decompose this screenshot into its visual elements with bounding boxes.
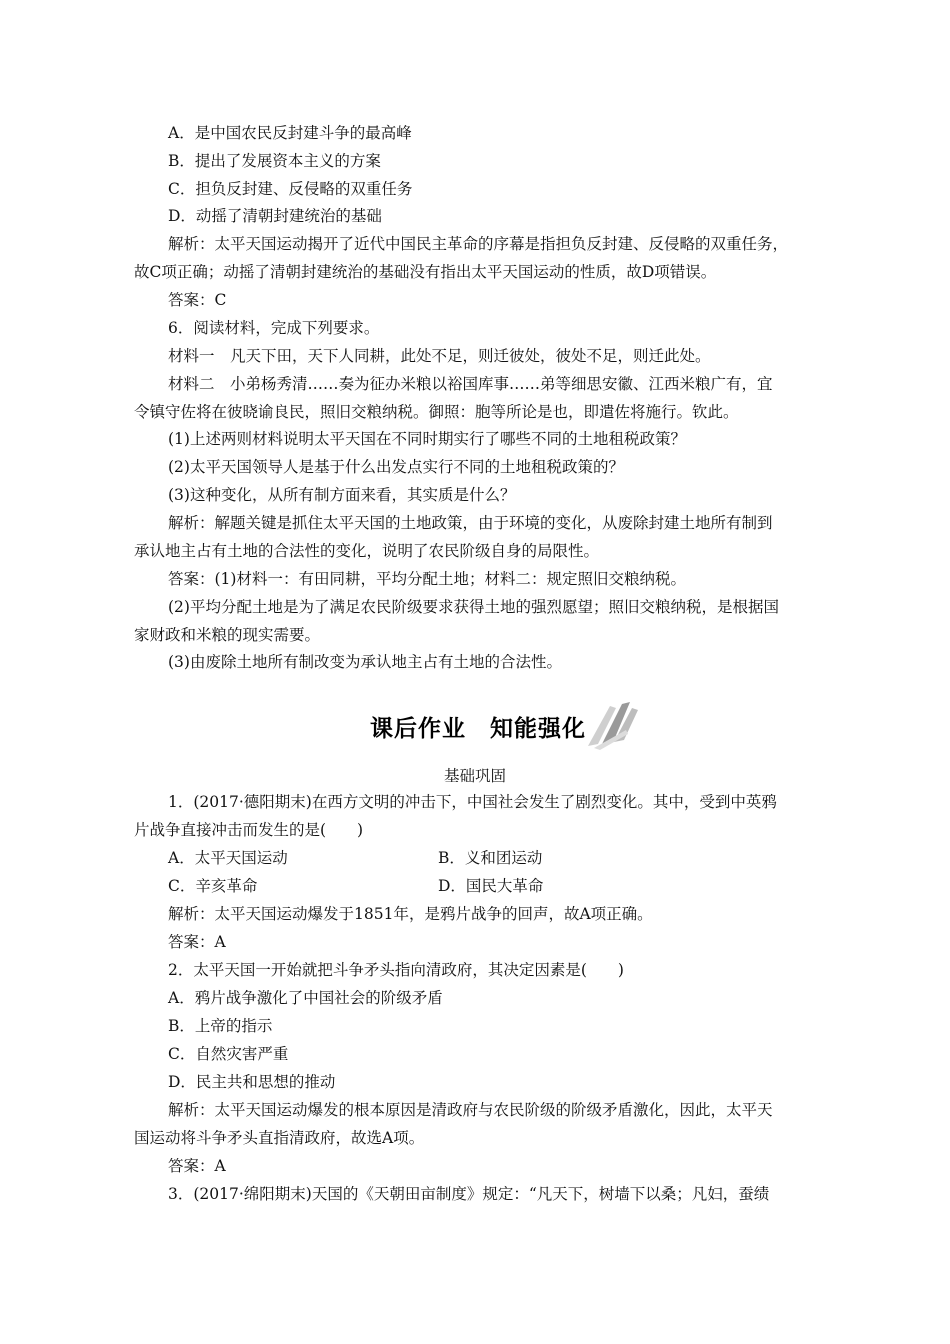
q1-analysis: 解析：太平天国运动爆发于1851年，是鸦片战争的回声，故A项正确。 — [168, 905, 653, 923]
q5-analysis-line2: 故C项正确；动摇了清朝封建统治的基础没有指出太平天国运动的性质，故D项错误。 — [134, 263, 717, 281]
q5-answer: 答案：C — [168, 291, 227, 309]
q2-option-d: D．民主共和思想的推动 — [168, 1073, 336, 1091]
q2-option-a: A．鸦片战争激化了中国社会的阶级矛盾 — [168, 989, 443, 1007]
q2-analysis-line1: 解析：太平天国运动爆发的根本原因是清政府与农民阶级的阶级矛盾激化，因此，太平天 — [168, 1101, 773, 1119]
q6-answer-2-line1: (2)平均分配土地是为了满足农民阶级要求获得土地的强烈愿望；照旧交粮纳税，是根据国 — [168, 598, 779, 616]
q2-stem: 2．太平天国一开始就把斗争矛头指向清政府，其决定因素是( ) — [168, 961, 624, 979]
q1-option-d: D．国民大革命 — [438, 877, 544, 895]
q6-answer-1: 答案：(1)材料一：有田同耕，平均分配土地；材料二：规定照旧交粮纳税。 — [168, 570, 686, 588]
q2-analysis-line2: 国运动将斗争矛头直指清政府，故选A项。 — [134, 1129, 425, 1147]
q5-option-d: D．动摇了清朝封建统治的基础 — [168, 207, 382, 225]
q6-analysis-line1: 解析：解题关键是抓住太平天国的土地政策，由于环境的变化，从废除封建土地所有制到 — [168, 514, 773, 532]
q6-analysis-line2: 承认地主占有土地的合法性的变化，说明了农民阶级自身的局限性。 — [134, 542, 600, 560]
brush-stroke-icon — [580, 700, 640, 750]
q1-stem-line2: 片战争直接冲击而发生的是( ) — [134, 821, 364, 839]
q6-answer-2-line2: 家财政和米粮的现实需要。 — [134, 626, 321, 644]
q2-option-c: C．自然灾害严重 — [168, 1045, 289, 1063]
q3-stem: 3．(2017·绵阳期末)天国的《天朝田亩制度》规定：“凡天下，树墙下以桑；凡妇，蚕绩 — [168, 1185, 770, 1203]
q1-answer: 答案：A — [168, 933, 226, 951]
section-subtitle: 基础巩固 — [443, 767, 506, 785]
section-banner-title: 课后作业 知能强化 — [370, 716, 586, 742]
q1-option-a: A．太平天国运动 — [168, 849, 288, 867]
q6-requirement-1: (1)上述两则材料说明太平天国在不同时期实行了哪些不同的土地租税政策？ — [168, 430, 686, 448]
q5-option-a: A．是中国农民反封建斗争的最高峰 — [168, 124, 412, 142]
q6-requirement-2: (2)太平天国领导人是基于什么出发点实行不同的土地租税政策的？ — [168, 458, 624, 476]
q6-stem: 6．阅读材料，完成下列要求。 — [168, 319, 380, 337]
q2-option-b: B．上帝的指示 — [168, 1017, 273, 1035]
q2-answer: 答案：A — [168, 1157, 226, 1175]
q5-option-c: C．担负反封建、反侵略的双重任务 — [168, 180, 413, 198]
q6-material-1: 材料一 凡天下田，天下人同耕，此处不足，则迁彼处，彼处不足，则迁此处。 — [168, 347, 711, 365]
q6-material-2-line1: 材料二 小弟杨秀清……奏为征办米粮以裕国库事……弟等细思安徽、江西米粮广有，宜 — [168, 375, 773, 393]
q6-requirement-3: (3)这种变化，从所有制方面来看，其实质是什么？ — [168, 486, 516, 504]
q5-option-b: B．提出了发展资本主义的方案 — [168, 152, 381, 170]
q5-analysis-line1: 解析：太平天国运动揭开了近代中国民主革命的序幕是指担负反封建、反侵略的双重任务， — [168, 235, 789, 253]
section-banner — [370, 700, 640, 750]
q6-material-2-line2: 令镇守佐将在彼晓谕良民，照旧交粮纳税。御照：胞等所论是也，即遣佐将施行。钦此。 — [134, 403, 739, 421]
q1-option-c: C．辛亥革命 — [168, 877, 258, 895]
q6-answer-3: (3)由废除土地所有制改变为承认地主占有土地的合法性。 — [168, 653, 562, 671]
q1-stem-line1: 1．(2017·德阳期末)在西方文明的冲击下，中国社会发生了剧烈变化。其中，受到中英鸦 — [168, 793, 777, 811]
q1-option-b: B．义和团运动 — [438, 849, 543, 867]
